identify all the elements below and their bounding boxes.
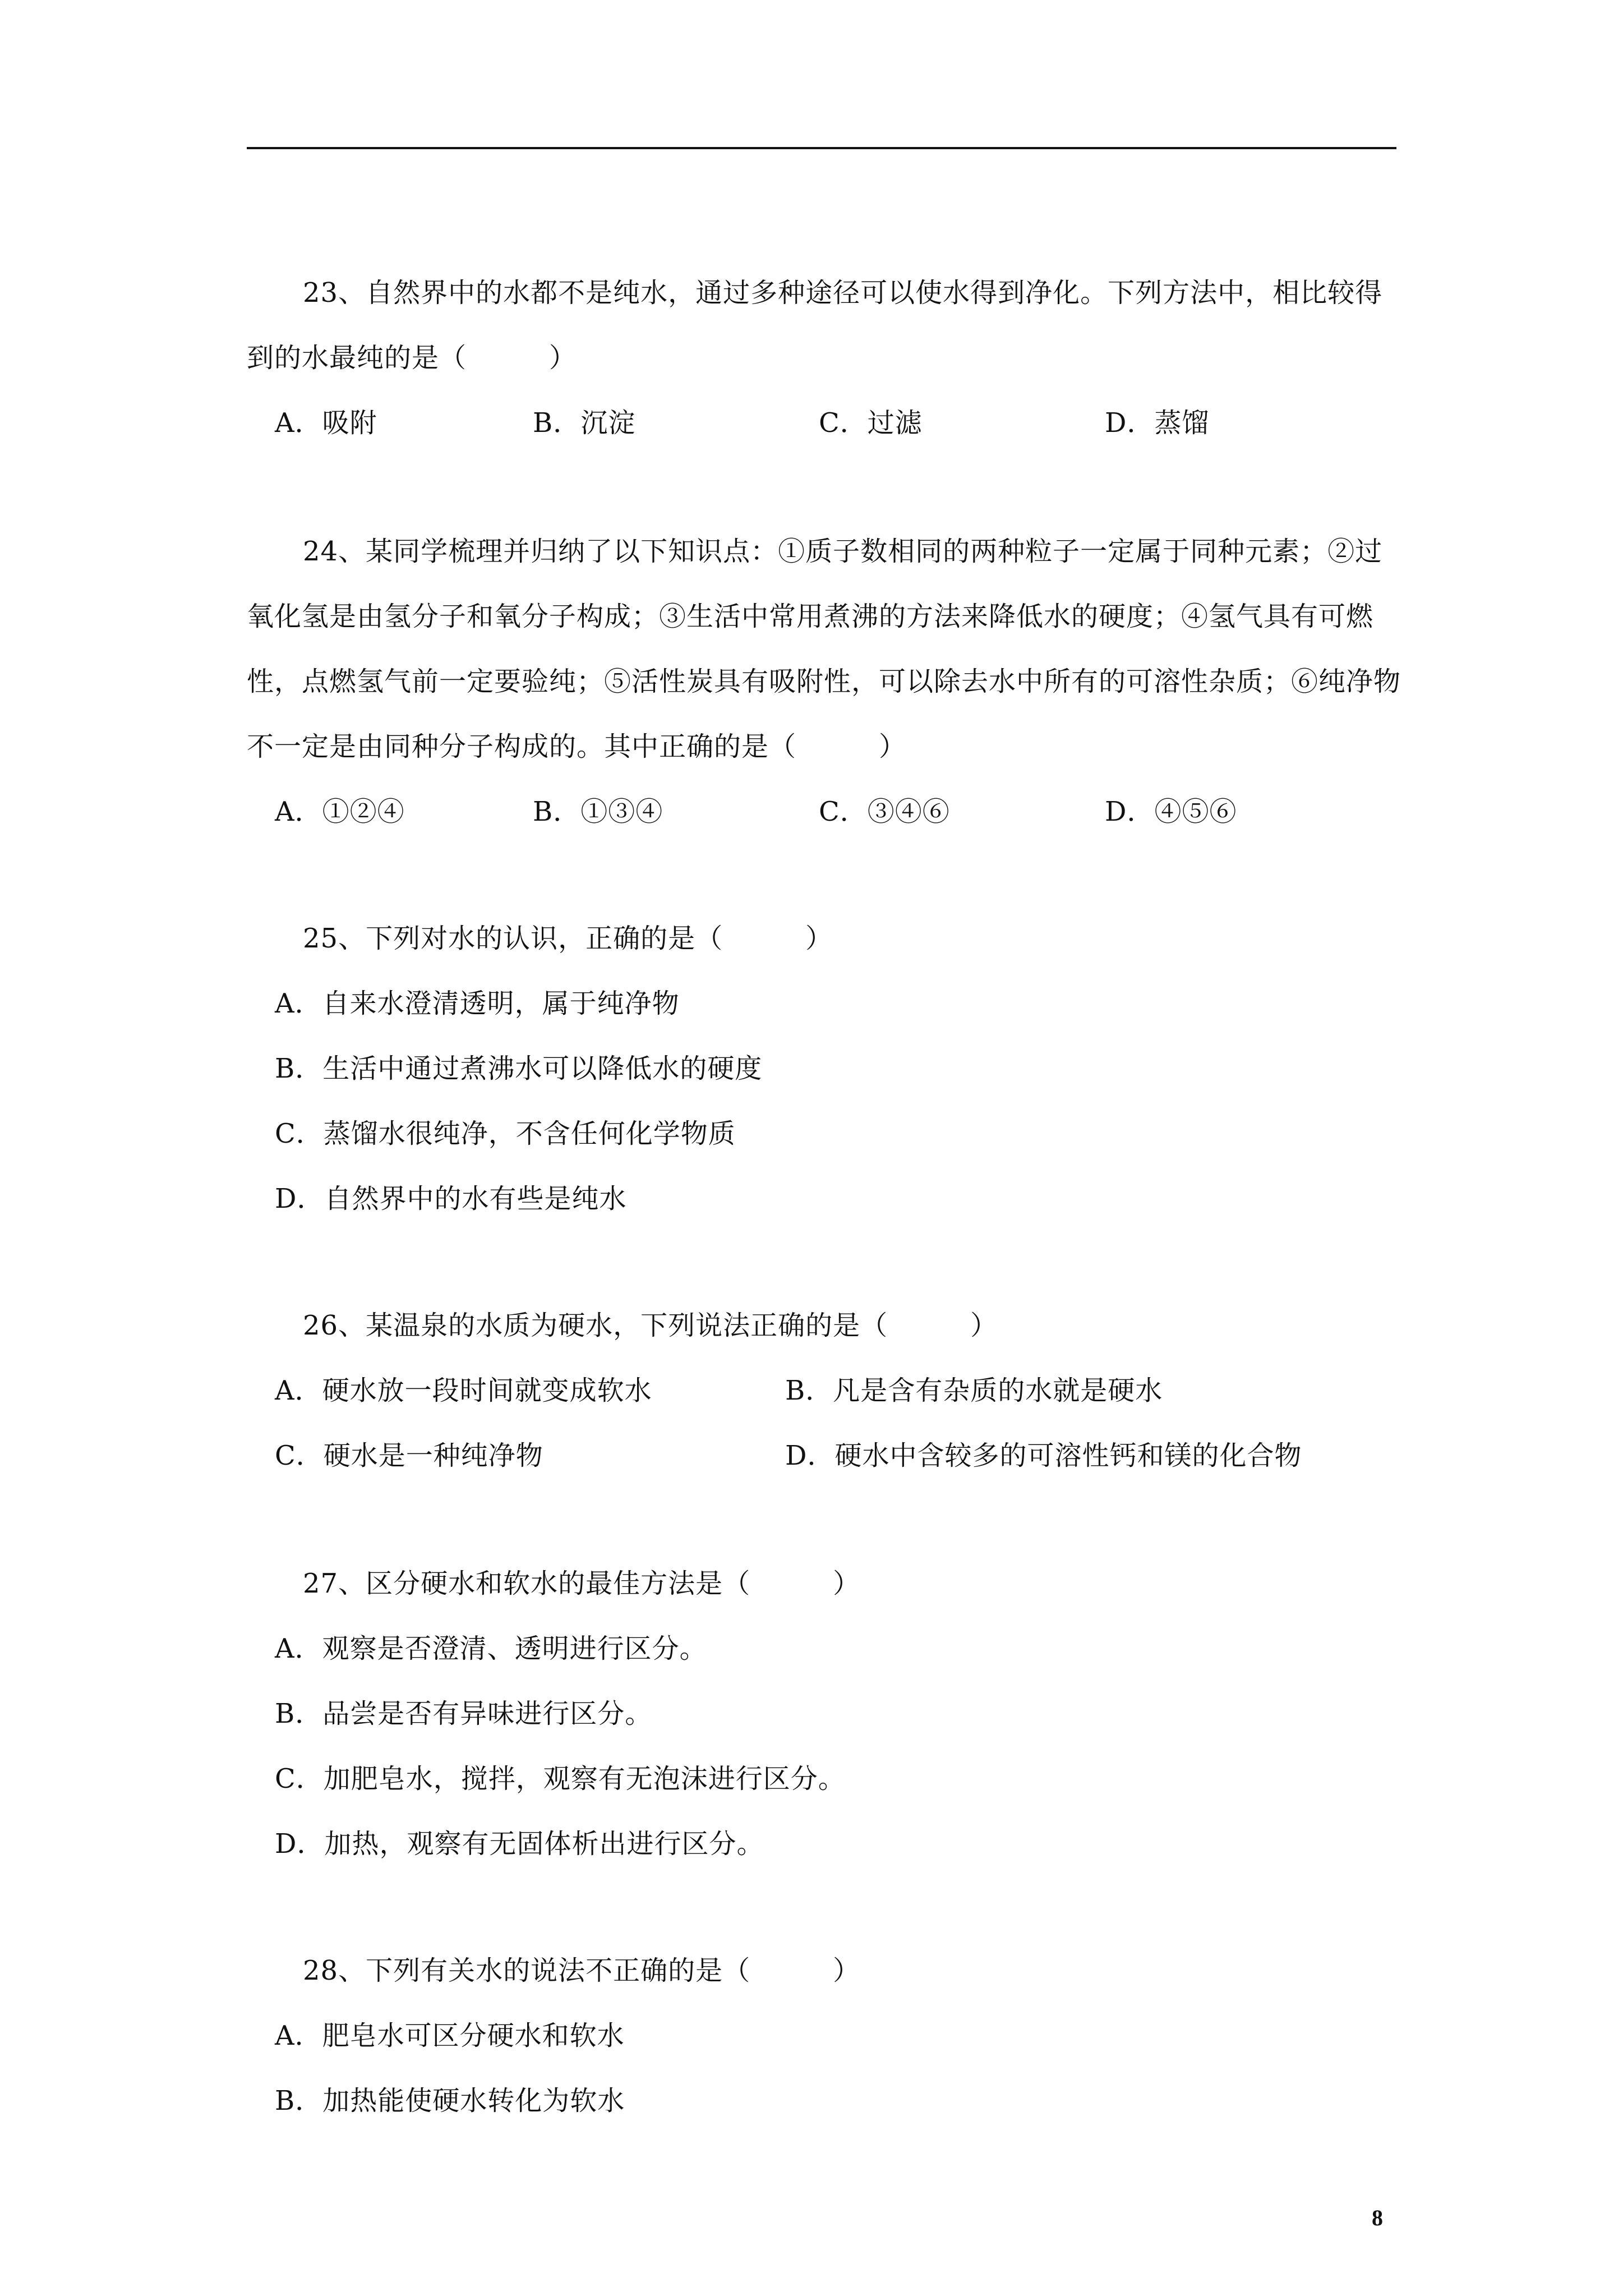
option-c: C．过滤	[819, 407, 923, 439]
option-a: A．自来水澄清透明，属于纯净物	[275, 988, 680, 1019]
question-25	[247, 906, 1402, 1231]
question-24	[247, 519, 1402, 844]
option-a: A．硬水放一段时间就变成软水	[275, 1375, 652, 1406]
question-stem: 24、某同学梳理并归纳了以下知识点：①质子数相同的两种粒子一定属于同种元素；②过氧化氢是由氢分子和氧分子构成；③生活中常用煮沸的方法来降低水的硬度；④氢气具有可燃性，点燃氢气前一定要验纯；⑤活性炭具有吸附性，可以除去水中所有的可溶性杂质；⑥纯净物不一定是由同种分子构成的。其中正确的是（ ）	[247, 536, 1401, 762]
option-row	[247, 1358, 1402, 1423]
option-b: B．品尝是否有异味进行区分。	[275, 1698, 653, 1729]
option-d: D．硬水中含较多的可溶性钙和镁的化合物	[785, 1440, 1302, 1471]
option-b: B．生活中通过煮沸水可以降低水的硬度	[275, 1053, 763, 1084]
option-row	[247, 390, 1402, 455]
question-27	[247, 1551, 1402, 1876]
option-row	[247, 779, 1402, 844]
option-a: A．肥皂水可区分硬水和软水	[275, 2020, 625, 2051]
option-a: A．吸附	[275, 407, 377, 439]
question-stem: 26、某温泉的水质为硬水，下列说法正确的是（ ）	[303, 1310, 998, 1341]
option-d: D．蒸馏	[1105, 407, 1210, 439]
question-stem: 25、下列对水的认识，正确的是（ ）	[303, 923, 833, 954]
header-rule	[247, 147, 1396, 149]
page-number: 8	[1372, 2205, 1383, 2230]
option-row	[247, 1423, 1402, 1488]
option-c: C．硬水是一种纯净物	[275, 1440, 543, 1471]
option-d: D．④⑤⑥	[1105, 796, 1237, 827]
question-26	[247, 1293, 1402, 1488]
option-b: B．凡是含有杂质的水就是硬水	[785, 1375, 1163, 1406]
option-c: C．加肥皂水，搅拌，观察有无泡沫进行区分。	[275, 1763, 846, 1795]
option-b: B．加热能使硬水转化为软水	[275, 2085, 625, 2116]
question-23	[247, 260, 1402, 455]
option-d: D．加热，观察有无固体析出进行区分。	[275, 1828, 764, 1860]
option-a: A．①②④	[275, 796, 405, 827]
question-stem: 28、下列有关水的说法不正确的是（ ）	[303, 1955, 861, 1986]
option-c: C．蒸馏水很纯净，不含任何化学物质	[275, 1118, 736, 1149]
option-b: B．①③④	[533, 796, 663, 827]
option-a: A．观察是否澄清、透明进行区分。	[275, 1633, 707, 1664]
question-stem: 27、区分硬水和软水的最佳方法是（ ）	[303, 1568, 861, 1599]
option-d: D．自然界中的水有些是纯水	[275, 1183, 627, 1214]
question-stem: 23、自然界中的水都不是纯水，通过多种途径可以使水得到净化。下列方法中，相比较得到的水最纯的是（ ）	[247, 277, 1383, 374]
option-b: B．沉淀	[533, 407, 636, 439]
question-28	[247, 1938, 1402, 2133]
option-c: C．③④⑥	[819, 796, 950, 827]
